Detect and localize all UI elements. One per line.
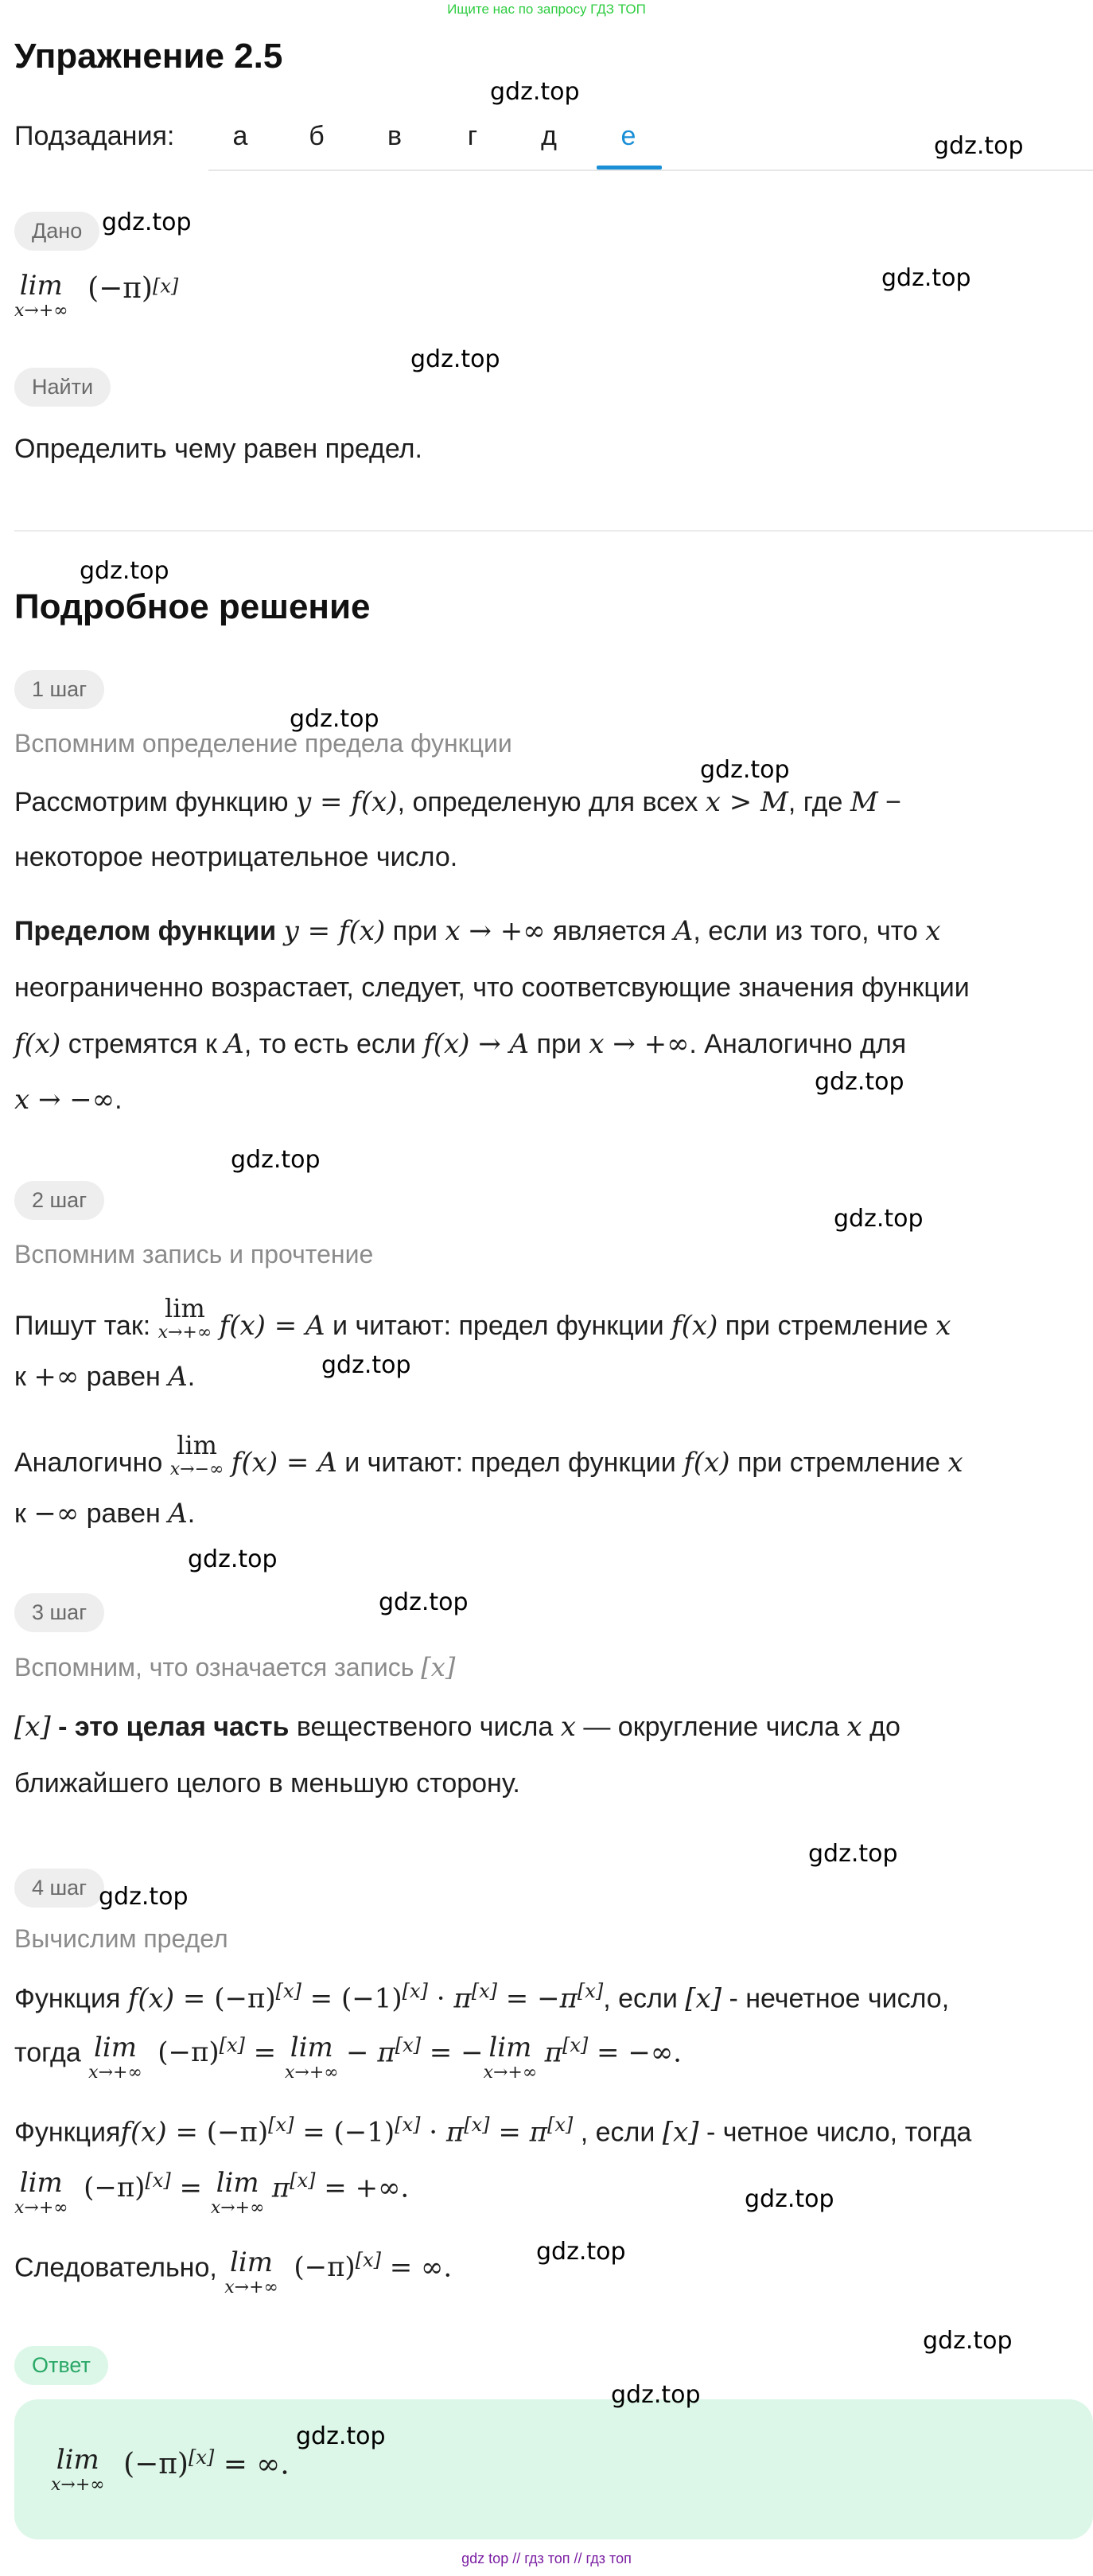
step3-line2: ближайшего целого в меньшую сторону. — [14, 1768, 520, 1799]
text-run: Функция — [14, 1983, 128, 2014]
text-run: при — [529, 1029, 589, 1059]
bold-run: - это целая часть — [50, 1712, 290, 1742]
active-tab-indicator — [597, 166, 662, 170]
math-run: −∞ — [33, 1498, 80, 1530]
math-run: [x] — [14, 1711, 51, 1743]
lim-word: lim — [19, 270, 63, 302]
text-run: Рассмотрим функцию — [14, 787, 296, 817]
text-run: , то есть если — [243, 1029, 424, 1059]
watermark: gdz.top — [379, 1588, 469, 1616]
tab-g[interactable]: г — [467, 121, 478, 151]
text-run: Следовательно, — [14, 2252, 225, 2283]
text-run: — округление числа — [575, 1712, 847, 1742]
text-run: является — [545, 916, 674, 946]
text-run: до — [862, 1712, 900, 1742]
watermark: gdz.top — [296, 2422, 386, 2450]
watermark: gdz.top — [99, 1883, 189, 1911]
answer-expression: lim x→+∞ (−π)[x] = ∞. — [51, 2444, 290, 2495]
step4-pill: 4 шаг — [14, 1869, 104, 1908]
math-run: M — [850, 786, 878, 818]
step1-line6 — [14, 1084, 123, 1116]
math-run: f(x) — [14, 1028, 61, 1060]
text-run: при стремление — [718, 1311, 936, 1341]
text-run: тогда — [14, 2037, 89, 2068]
tab-e[interactable]: е — [620, 121, 636, 151]
math-run: x → +∞ — [589, 1028, 690, 1060]
step1-pill-wrap — [14, 670, 104, 709]
math-run: f(x) — [671, 1310, 718, 1342]
math-run: f(x) = — [120, 2116, 207, 2149]
text-run: Вспомним, что означается запись — [14, 1653, 422, 1682]
text-run: Функция — [14, 2117, 121, 2148]
math-run: f(x) → A — [423, 1028, 530, 1060]
step1-line5 — [14, 1028, 906, 1060]
given-base: (−π) — [88, 272, 153, 305]
watermark: gdz.top — [815, 1068, 904, 1096]
step1-pill: 1 шаг — [14, 670, 104, 709]
math-run: x > M — [705, 786, 788, 818]
step3-caption — [14, 1652, 455, 1682]
text-run: при — [385, 916, 445, 946]
math-run: f(x) = A — [219, 1310, 325, 1342]
text-run: Аналогично — [14, 1448, 170, 1478]
step4-pill-wrap — [14, 1869, 104, 1908]
math-run: x — [935, 1310, 951, 1342]
tab-b[interactable]: б — [309, 121, 325, 151]
find-pill: Найти — [14, 368, 111, 407]
text-run: стремятся к — [60, 1029, 225, 1059]
given-exponent: [x] — [152, 275, 179, 298]
text-run: Пишут так: — [14, 1311, 158, 1341]
step3-pill-wrap — [14, 1593, 104, 1632]
tabs-divider — [208, 170, 1093, 171]
step2-line1 — [14, 1293, 951, 1343]
text-run: при стремление — [729, 1448, 948, 1478]
watermark: gdz.top — [536, 2238, 626, 2266]
watermark: gdz.top — [834, 1205, 924, 1233]
text-run: равен — [79, 1362, 169, 1392]
math-run: [x] — [662, 2116, 699, 2149]
text-run: и читают: предел функции — [325, 1311, 672, 1341]
answer-pill: Ответ — [14, 2346, 108, 2385]
text-run: - нечетное число, — [722, 1983, 950, 2014]
text-run: равен — [79, 1498, 169, 1529]
step3-pill: 3 шаг — [14, 1593, 104, 1632]
given-lim — [14, 272, 68, 320]
step2-line2 — [14, 1361, 195, 1393]
math-run: x → +∞ — [445, 915, 546, 947]
math-run: A — [224, 1028, 244, 1060]
text-run: , если — [603, 1983, 686, 2014]
step4-caption: Вычислим предел — [14, 1924, 228, 1953]
watermark: gdz.top — [490, 78, 580, 106]
text-run: вещественого числа — [289, 1712, 561, 1742]
math-run: A — [673, 915, 694, 947]
watermark: gdz.top — [188, 1545, 278, 1573]
text-run: к — [14, 1362, 34, 1392]
math-run: x → −∞ — [14, 1084, 115, 1116]
text-run: . — [187, 1362, 196, 1392]
watermark: gdz.top — [881, 264, 971, 292]
text-run: , если — [573, 2117, 663, 2148]
inline-lim: lim x→+∞ — [210, 2167, 265, 2218]
step4-formula3: Функцияf(x) = (−π)[x] = (−1)[x] · π[x] = π[x] , если [x] - четное число, тогда — [14, 2114, 972, 2149]
math-run: A — [168, 1361, 188, 1393]
footer-links[interactable]: gdz top // гдз топ // гдз топ — [461, 2551, 632, 2566]
step2-caption: Вспомним запись и прочтение — [14, 1240, 374, 1269]
find-text: Определить чему равен предел. — [14, 434, 422, 464]
watermark: gdz.top — [611, 2381, 701, 2409]
math-run: [x] — [421, 1652, 456, 1682]
given-pill: Дано — [14, 212, 99, 251]
text-run: − — [877, 787, 901, 817]
bold-run: Пределом функции — [14, 916, 277, 946]
tab-a[interactable]: а — [232, 121, 248, 151]
text-run: - четное число, тогда — [698, 2117, 972, 2148]
math-run: f(x) = — [127, 1982, 215, 2015]
watermark: gdz.top — [745, 2185, 834, 2213]
subtasks-label: Подзадания: — [14, 121, 175, 151]
find-pill-wrap — [14, 368, 111, 407]
step4-formula4: lim x→+∞ (−π)[x] = lim x→+∞ π[x] = +∞. — [14, 2167, 410, 2218]
math-run: [x] — [685, 1982, 722, 2015]
solution-title: Подробное решение — [14, 587, 371, 626]
text-run: . — [115, 1085, 123, 1115]
step1-line2: некоторое неотрицательное число. — [14, 842, 458, 872]
text-run: , если из того, что — [693, 916, 926, 946]
math-run: x — [947, 1447, 963, 1479]
step2-line4 — [14, 1498, 195, 1530]
watermark: gdz.top — [934, 132, 1024, 160]
inline-lim: lim x→+∞ — [483, 2032, 538, 2083]
inline-lim: lim x→−∞ — [169, 1430, 224, 1479]
text-run: и читают: предел функции — [336, 1448, 684, 1478]
text-run: , где — [788, 787, 850, 817]
math-run: y = f(x) — [295, 786, 398, 818]
step1-caption: Вспомним определение предела функции — [14, 729, 512, 758]
step2-pill: 2 шаг — [14, 1181, 104, 1220]
step2-line3 — [14, 1432, 963, 1479]
watermark: gdz.top — [700, 756, 790, 784]
step1-line3 — [14, 915, 940, 947]
watermark: gdz.top — [231, 1146, 321, 1174]
lim-subscript: x→+∞ — [14, 301, 68, 321]
step3-line1 — [14, 1711, 900, 1743]
answer-pill-wrap — [14, 2346, 108, 2385]
text-run: . — [187, 1498, 196, 1529]
math-run: x — [560, 1711, 576, 1743]
step4-formula2: тогда lim x→+∞ (−π)[x] = lim x→+∞ − π[x] = − lim x→+∞ π[x] = −∞. — [14, 2032, 682, 2083]
watermark: gdz.top — [102, 208, 192, 236]
inline-lim: lim x→+∞ — [14, 2167, 68, 2218]
math-run: y = f(x) — [283, 915, 386, 947]
tab-d[interactable]: д — [541, 121, 557, 151]
step4-conclusion: Следовательно, lim x→+∞ (−π)[x] = ∞. — [14, 2247, 453, 2297]
math-run: +∞ — [33, 1361, 80, 1393]
step1-line1 — [14, 786, 901, 818]
inline-lim: lim x→+∞ — [224, 2247, 278, 2297]
text-run: , определеную для всех — [397, 787, 706, 817]
math-run: f(x) — [683, 1447, 730, 1479]
inline-lim: lim x→+∞ — [158, 1293, 212, 1343]
page-title: Упражнение 2.5 — [14, 37, 283, 76]
promo-banner[interactable]: Ищите нас по запросу ГДЗ ТОП — [447, 2, 646, 17]
tab-v[interactable]: в — [387, 121, 403, 151]
math-run: A — [168, 1498, 188, 1530]
step4-formula1: Функция f(x) = (−π)[x] = (−1)[x] · π[x] = −π[x], если [x] - нечетное число, — [14, 1980, 950, 2015]
inline-lim: lim x→+∞ — [88, 2032, 142, 2083]
math-run: x — [925, 915, 941, 947]
math-run: x — [846, 1711, 862, 1743]
step1-line4: неограниченно возрастает, следует, что соответсвующие значения функции — [14, 972, 970, 1003]
watermark: gdz.top — [410, 345, 500, 373]
given-expression — [14, 272, 178, 320]
answer-lim: lim x→+∞ — [51, 2444, 105, 2495]
inline-lim: lim x→+∞ — [284, 2032, 339, 2083]
given-pill-wrap — [14, 212, 99, 251]
text-run: к — [14, 1498, 34, 1529]
watermark: gdz.top — [321, 1351, 411, 1379]
watermark: gdz.top — [80, 557, 169, 585]
step2-pill-wrap — [14, 1181, 104, 1220]
text-run: . Аналогично для — [689, 1029, 907, 1059]
math-run: f(x) = A — [231, 1447, 337, 1479]
watermark: gdz.top — [923, 2327, 1013, 2355]
watermark: gdz.top — [808, 1840, 898, 1868]
watermark: gdz.top — [290, 705, 379, 733]
section-divider — [14, 530, 1093, 532]
